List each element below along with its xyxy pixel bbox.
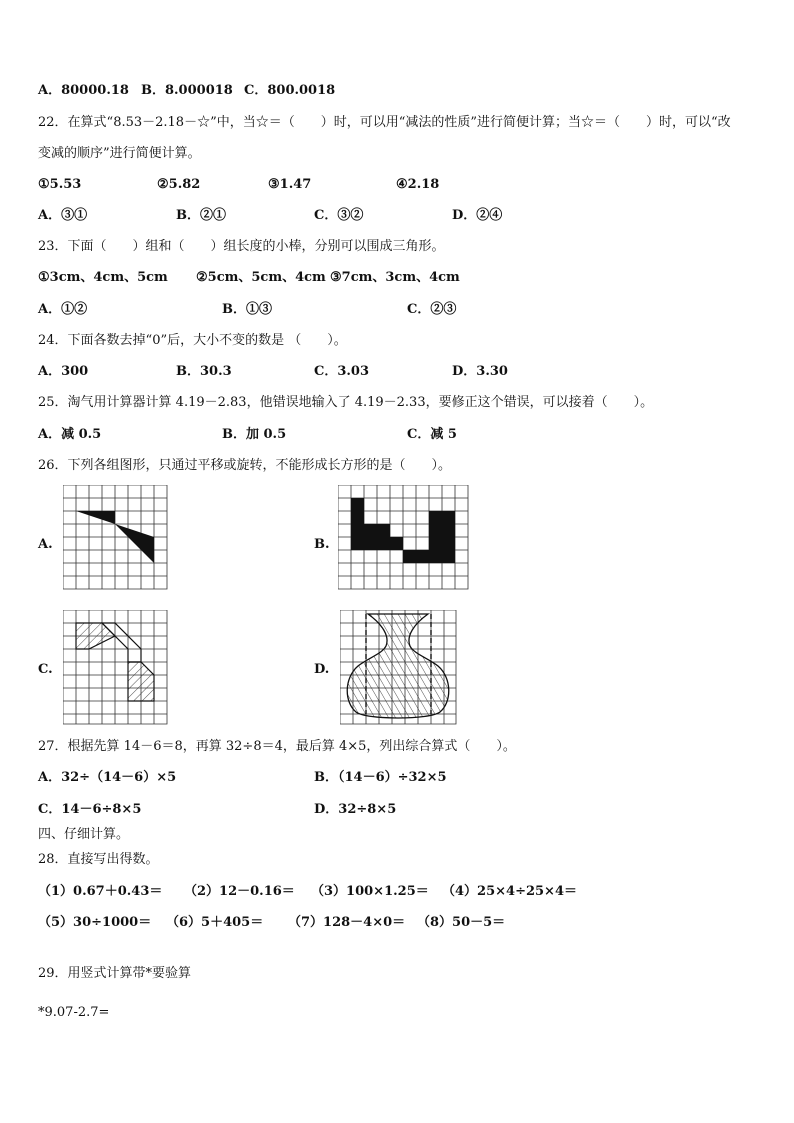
q24-option-d: D．3.30 xyxy=(452,364,508,379)
q28-item-4: （4）25×4÷25×4＝ xyxy=(442,884,577,899)
q26-figure-a xyxy=(63,485,169,591)
q21-option-c: C．800.0018 xyxy=(244,83,336,98)
q26-label-b: B. xyxy=(314,537,330,552)
q26-figure-c xyxy=(63,610,169,726)
q26-label-a: A. xyxy=(38,537,53,552)
q22-choice-1: ①5.53 xyxy=(38,177,82,192)
q22-option-c: C．③② xyxy=(314,208,364,223)
q27-option-c: C．14－6÷8×5 xyxy=(38,802,142,817)
q25-option-c: C．减 5 xyxy=(407,427,457,442)
q24-option-a: A．300 xyxy=(38,364,89,379)
q26-label-c: C. xyxy=(38,662,53,677)
q22-option-d: D．②④ xyxy=(452,208,503,223)
q27-option-a: A．32÷（14－6）×5 xyxy=(38,770,177,785)
q28-item-2: （2）12－0.16＝ xyxy=(184,884,295,899)
q23-choice-1: ①3cm、4cm、5cm xyxy=(38,270,168,285)
q23-stem: 23．下面（ ）组和（ ）组长度的小棒，分别可以围成三角形。 xyxy=(38,239,445,254)
q22-stem-line2: 变减的顺序”进行简便计算。 xyxy=(38,146,201,161)
q26-label-d: D. xyxy=(314,662,330,677)
q24-stem: 24．下面各数去掉“0”后，大小不变的数是 （ ）。 xyxy=(38,333,347,348)
q21-option-b: B．8.000018 xyxy=(141,83,233,98)
q23-option-a: A．①② xyxy=(38,302,88,317)
q22-choice-2: ②5.82 xyxy=(157,177,201,192)
q25-option-b: B．加 0.5 xyxy=(222,427,287,442)
q24-option-b: B．30.3 xyxy=(176,364,232,379)
q22-choice-3: ③1.47 xyxy=(268,177,312,192)
q26-figure-d xyxy=(340,610,458,726)
q26-figure-b xyxy=(338,485,470,591)
q29-item: *9.07-2.7= xyxy=(38,1005,110,1020)
q28-item-1: （1）0.67＋0.43＝ xyxy=(38,884,163,899)
q21-option-a: A．80000.18 xyxy=(38,83,129,98)
q24-option-c: C．3.03 xyxy=(314,364,370,379)
q27-option-b: B．（14－6）÷32×5 xyxy=(314,770,447,785)
q23-option-c: C．②③ xyxy=(407,302,457,317)
q22-option-a: A．③① xyxy=(38,208,88,223)
q29-stem: 29．用竖式计算带*要验算 xyxy=(38,966,192,981)
section-4-heading: 四、仔细计算。 xyxy=(38,827,130,842)
q22-choice-4: ④2.18 xyxy=(396,177,440,192)
q28-item-7: （7）128－4×0＝ xyxy=(288,915,406,930)
q22-stem-line1: 22．在算式“8.53－2.18－☆”中，当☆＝（ ）时，可以用“减法的性质”进行简便计算；当☆＝（ ）时，可以“改 xyxy=(38,115,731,130)
q26-stem: 26．下列各组图形，只通过平移或旋转，不能形成长方形的是（ ）。 xyxy=(38,458,452,473)
q23-choice-2: ②5cm、5cm、4cm xyxy=(196,270,326,285)
q27-option-d: D．32÷8×5 xyxy=(314,802,397,817)
q28-item-6: （6）5＋405＝ xyxy=(166,915,264,930)
q25-stem: 25．淘气用计算器计算 4.19－2.83，他错误地输入了 4.19－2.33，要修正这个错误，可以接着（ ）。 xyxy=(38,395,654,410)
q23-option-b: B．①③ xyxy=(222,302,272,317)
q25-option-a: A．减 0.5 xyxy=(38,427,102,442)
q28-item-3: （3）100×1.25＝ xyxy=(311,884,429,899)
q22-option-b: B．②① xyxy=(176,208,226,223)
q23-choice-3: ③7cm、3cm、4cm xyxy=(330,270,460,285)
q27-stem: 27．根据先算 14－6＝8，再算 32÷8＝4，最后算 4×5，列出综合算式（ ）。 xyxy=(38,739,516,754)
q28-stem: 28．直接写出得数。 xyxy=(38,852,159,867)
q28-item-8: （8）50－5＝ xyxy=(417,915,506,930)
q28-item-5: （5）30÷1000＝ xyxy=(38,915,152,930)
